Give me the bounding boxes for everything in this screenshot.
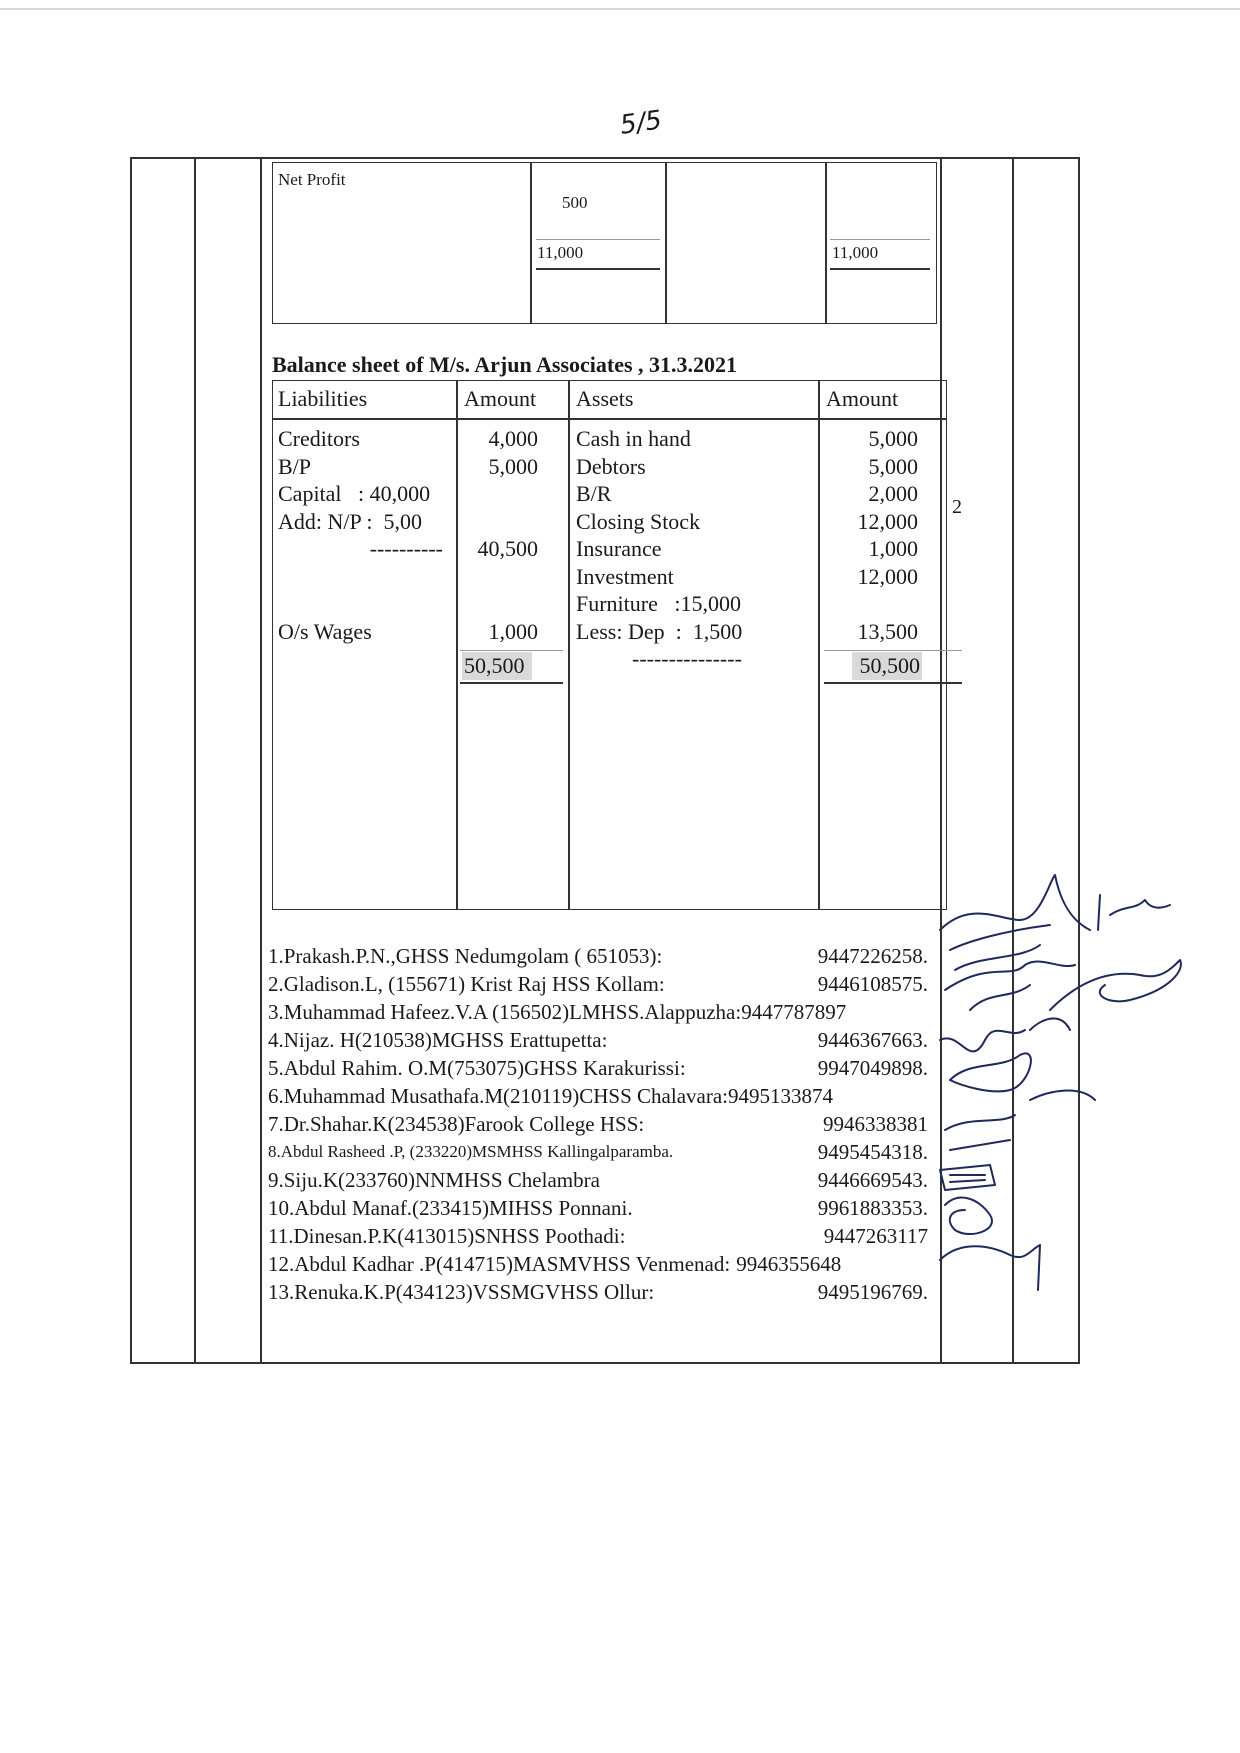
contact-name: 12.Abdul Kadhar .P(414715)MASMVHSS Venmenad:	[268, 1252, 731, 1276]
contact-name: 7.Dr.Shahar.K(234538)Farook College HSS:	[268, 1112, 645, 1136]
asset-item: Furniture :15,000	[576, 591, 741, 616]
signature-stroke	[1050, 960, 1181, 1010]
asset-item: Cash in hand	[576, 426, 691, 451]
signature-stroke	[945, 1115, 1015, 1150]
liability-amount: 5,000	[488, 453, 538, 479]
contact-phone: 9946355648	[736, 1252, 842, 1276]
bs-col-line	[568, 380, 570, 910]
top-border-line	[0, 8, 1240, 10]
total-underline	[536, 268, 660, 270]
margin-line-2	[260, 157, 262, 1364]
total-underline	[830, 268, 930, 270]
contact-item	[268, 1110, 928, 1138]
liability-item	[278, 563, 453, 591]
contact-name: 11.Dinesan.P.K(413015)SNHSS Poothadi:	[268, 1224, 626, 1248]
ledger-col-line	[825, 162, 827, 324]
liability-total: 50,500	[462, 652, 532, 680]
header-amount-left: Amount	[464, 386, 537, 411]
contact-item	[268, 1278, 928, 1306]
asset-item: Closing Stock	[576, 508, 701, 534]
ledger-col-line	[665, 162, 667, 324]
rule	[830, 239, 930, 240]
signature-stroke	[940, 1245, 1040, 1290]
contact-item	[268, 942, 928, 970]
rule	[460, 650, 563, 651]
liability-amount	[462, 480, 538, 508]
net-profit-amount: 500	[562, 193, 588, 212]
contact-item	[268, 1082, 928, 1110]
contact-list	[268, 942, 928, 1306]
contact-phone: 9495133874	[727, 1084, 833, 1108]
asset-amount: 12,000	[857, 563, 918, 589]
contact-phone: 9447787897	[741, 1000, 847, 1024]
bs-header-divider	[272, 418, 947, 420]
liability-item: Creditors	[278, 426, 360, 451]
asset-total: 50,500	[852, 652, 922, 680]
signature-stroke	[950, 1053, 1095, 1100]
bs-col-line	[818, 380, 820, 910]
contact-name: 8.Abdul Rasheed .P, (233220)MSMHSS Kallingalparamba.	[268, 1142, 674, 1161]
rule	[824, 650, 962, 651]
liability-item: O/s Wages	[278, 618, 372, 644]
signature-stroke	[940, 1165, 995, 1190]
contact-phone: 9446669543.	[817, 1168, 928, 1192]
header-assets: Assets	[576, 386, 634, 411]
liability-amount	[462, 508, 538, 536]
liabilities-list	[278, 425, 453, 645]
contact-name: 6.Muhammad Musathafa.M(210119)CHSS Chalavara:	[268, 1084, 728, 1108]
net-profit-label: Net Profit	[278, 170, 346, 189]
signatures-image	[930, 870, 1210, 1330]
contact-phone: 9446108575.	[817, 972, 928, 996]
liability-item	[278, 590, 453, 618]
asset-amount: 2,000	[868, 481, 918, 506]
liability-item: Add: N/P : 5,00	[278, 508, 423, 534]
contact-name: 2.Gladison.L, (155671) Krist Raj HSS Kollam:	[268, 972, 665, 996]
asset-item: Insurance	[576, 536, 662, 561]
contact-item	[268, 1222, 928, 1250]
contact-phone: 9446367663.	[817, 1028, 928, 1052]
liability-item: B/P	[278, 453, 312, 479]
ledger-col-line	[530, 162, 532, 324]
liability-amount: 1,000	[488, 618, 538, 644]
contact-item	[268, 1166, 928, 1194]
marks-value: 2	[952, 496, 962, 518]
contact-item	[268, 1194, 928, 1222]
assets-list	[576, 425, 811, 673]
asset-amount: 12,000	[857, 508, 918, 534]
contact-item	[268, 998, 928, 1026]
page-marker: 5/5	[618, 105, 664, 141]
contact-name: 13.Renuka.K.P(434123)VSSMGVHSS Ollur:	[268, 1280, 655, 1304]
asset-item: Investment	[576, 563, 674, 589]
liability-amount	[462, 563, 538, 591]
contact-name: 9.Siju.K(233760)NNMHSS Chelambra	[268, 1168, 600, 1192]
asset-amount: 1,000	[868, 536, 918, 561]
contact-name: 4.Nijaz. H(210538)MGHSS Erattupetta:	[268, 1028, 608, 1052]
signature-stroke	[1098, 895, 1170, 930]
balance-sheet-title: Balance sheet of M/s. Arjun Associates , 31.3.2021	[272, 352, 738, 377]
bs-col-line	[456, 380, 458, 910]
contact-item	[268, 1138, 928, 1166]
contact-phone: 9946338381	[823, 1112, 928, 1136]
rule	[536, 239, 660, 240]
asset-amount: 13,500	[857, 618, 918, 644]
asset-dash: ---------------	[632, 646, 742, 671]
header-amount-right: Amount	[826, 386, 899, 411]
asset-amount: 5,000	[868, 453, 918, 479]
contact-phone: 9495454318.	[817, 1140, 928, 1164]
liability-amounts	[462, 425, 538, 645]
signature-stroke	[945, 1198, 992, 1234]
contact-phone: 9961883353.	[817, 1196, 928, 1220]
contact-phone: 9495196769.	[817, 1280, 928, 1304]
contact-item	[268, 1054, 928, 1082]
asset-amount: 5,000	[868, 426, 918, 451]
liability-item: Capital : 40,000	[278, 481, 431, 506]
liability-amount: 4,000	[488, 426, 538, 451]
ledger-left-total: 11,000	[537, 243, 584, 262]
contact-phone: 9947049898.	[817, 1056, 928, 1080]
header-liabilities: Liabilities	[278, 386, 368, 411]
contact-name: 1.Prakash.P.N.,GHSS Nedumgolam ( 651053):	[268, 944, 663, 968]
contact-name: 10.Abdul Manaf.(233415)MIHSS Ponnani.	[268, 1196, 633, 1220]
asset-amount	[826, 590, 918, 618]
contact-item	[268, 970, 928, 998]
signature-stroke	[950, 925, 1050, 970]
asset-item: B/R	[576, 481, 612, 506]
liability-item: ----------	[369, 536, 443, 561]
contact-item	[268, 1026, 928, 1054]
liability-amount: 40,500	[477, 536, 538, 561]
margin-line-1	[194, 157, 196, 1364]
total-underline	[824, 682, 962, 684]
asset-item: Debtors	[576, 453, 646, 479]
asset-amounts	[826, 425, 918, 645]
liability-amount	[462, 590, 538, 618]
signature-stroke	[940, 875, 1090, 930]
asset-item: Less: Dep : 1,500	[576, 618, 743, 644]
signature-stroke	[945, 961, 1075, 1010]
signature-stroke	[940, 1018, 1070, 1051]
total-underline	[460, 682, 563, 684]
ledger-right-total: 11,000	[832, 243, 879, 262]
contact-phone: 9447263117	[823, 1224, 928, 1248]
contact-item	[268, 1250, 928, 1278]
contact-name: 5.Abdul Rahim. O.M(753075)GHSS Karakurissi:	[268, 1056, 686, 1080]
contact-phone: 9447226258.	[817, 944, 928, 968]
contact-name: 3.Muhammad Hafeez.V.A (156502)LMHSS.Alappuzha:	[268, 1000, 742, 1024]
